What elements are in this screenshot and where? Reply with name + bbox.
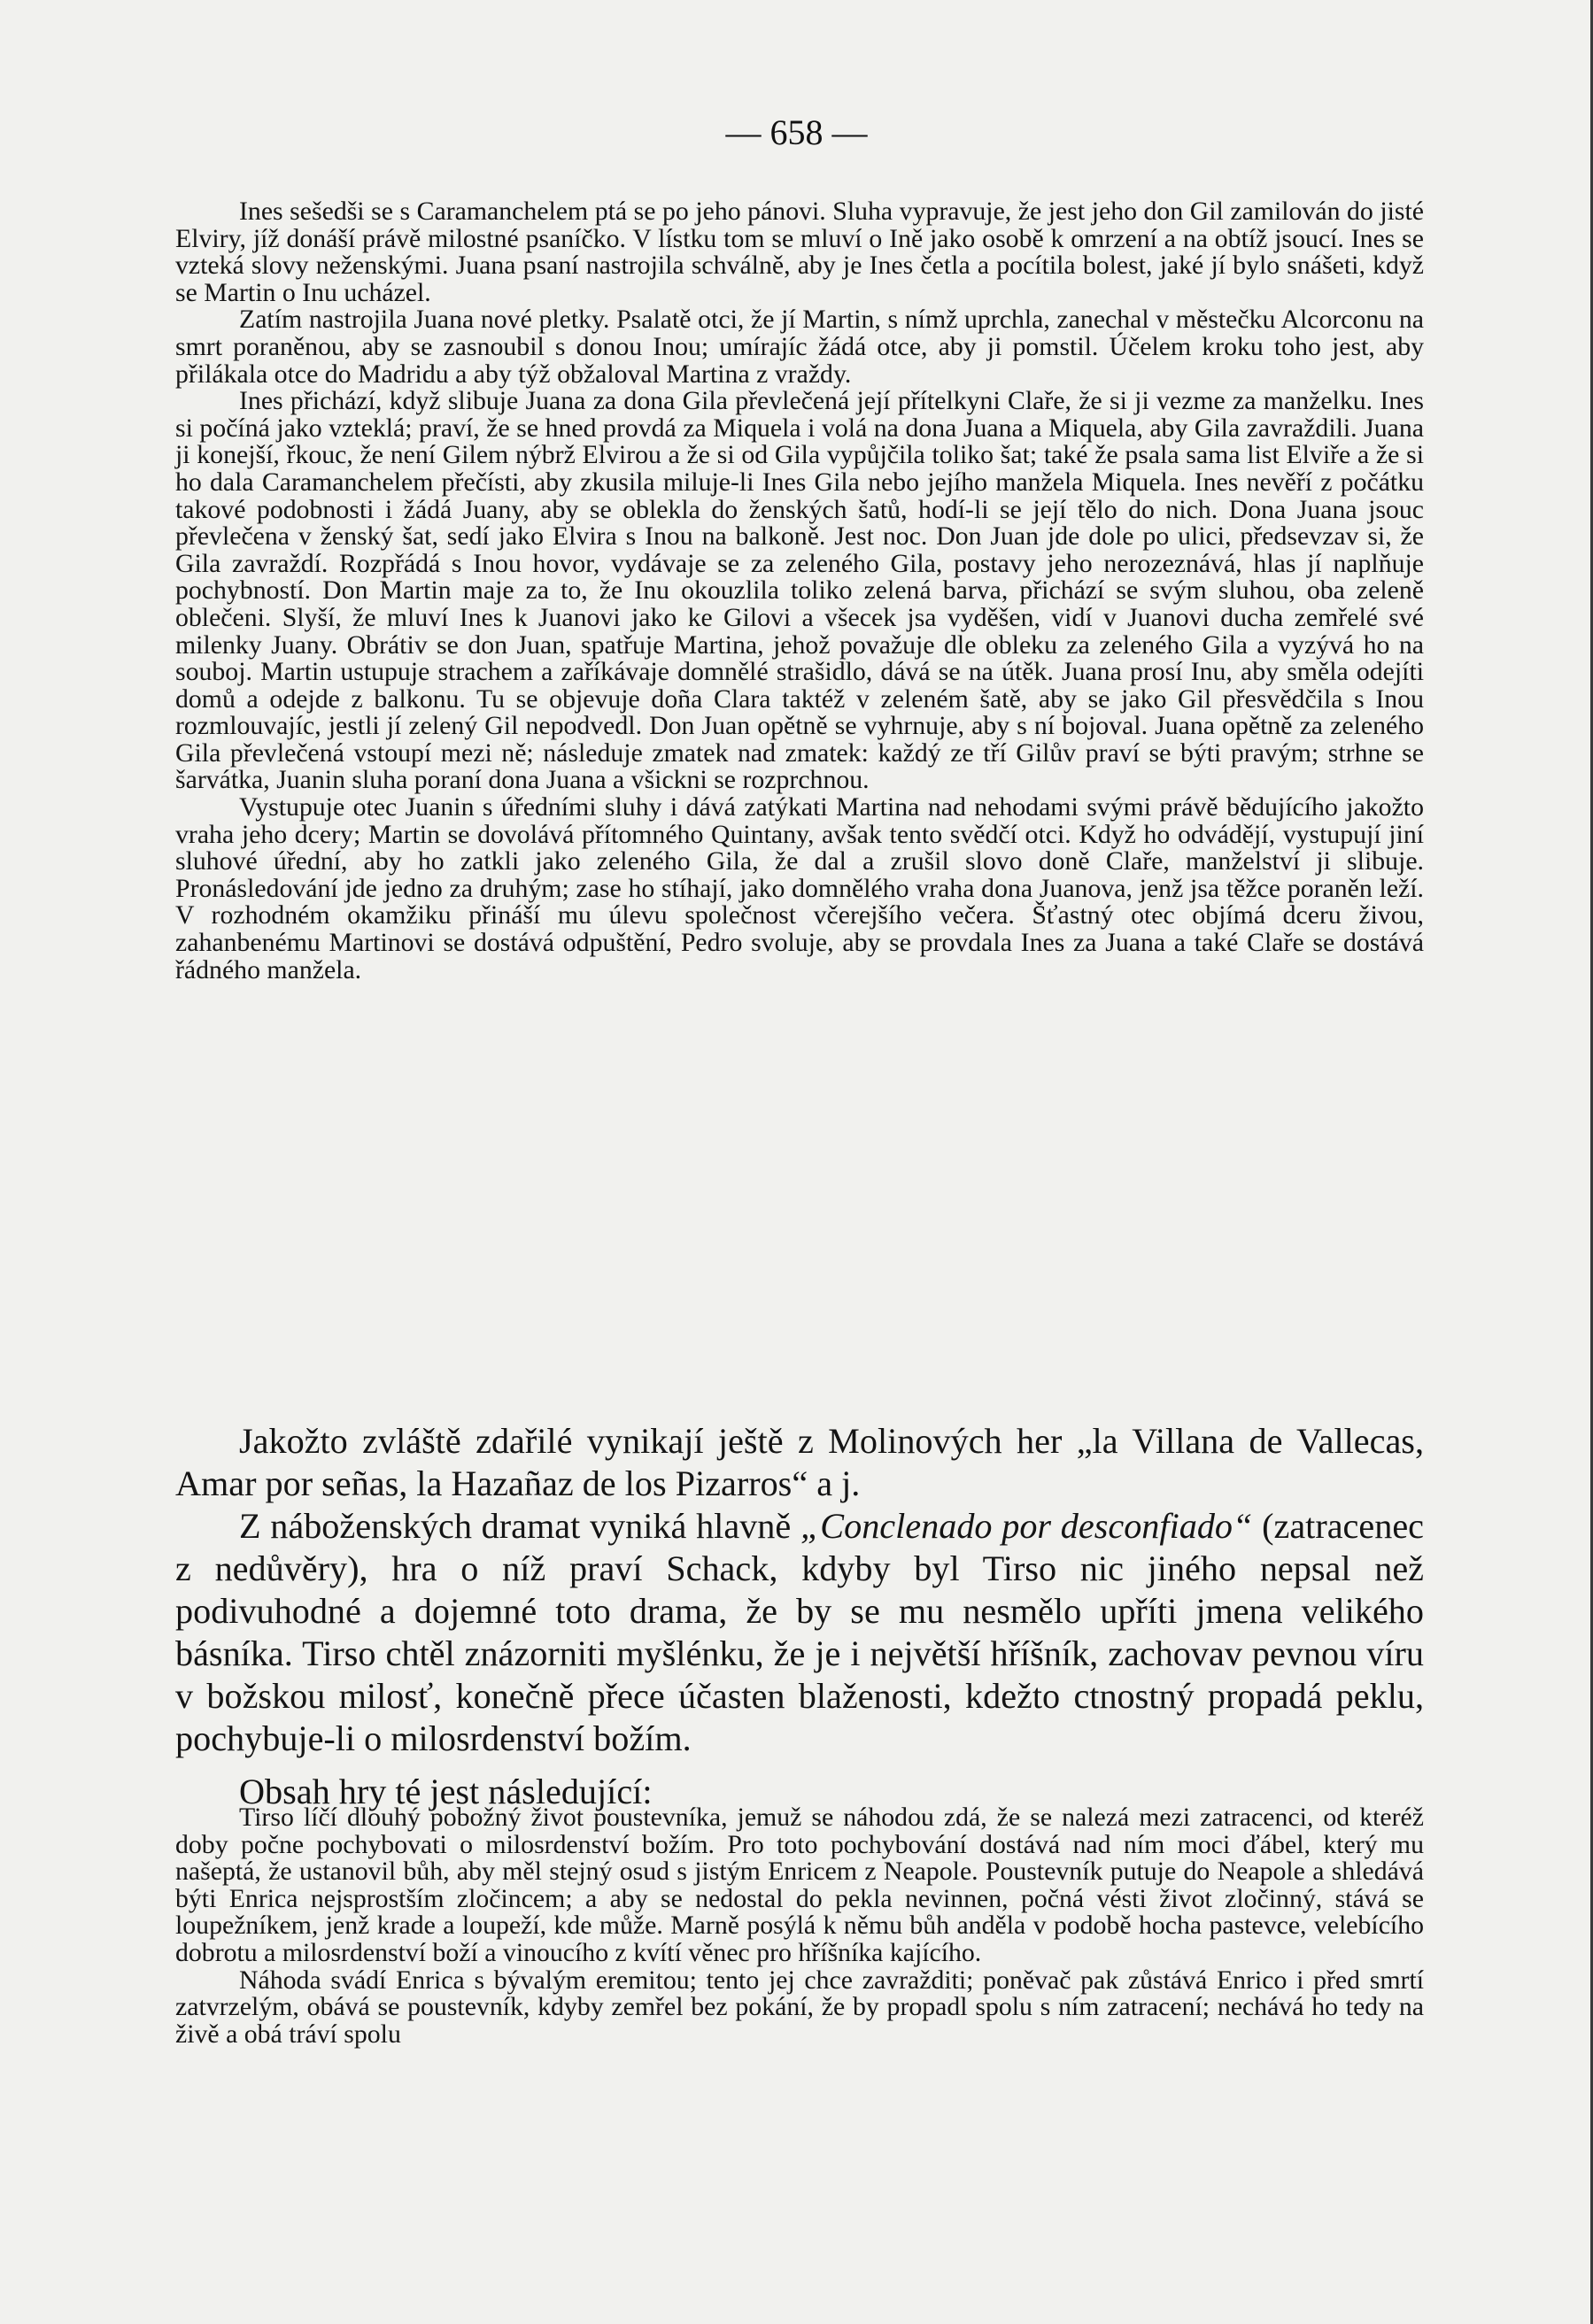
section-heading: Obsah hry té jest následující: — [239, 1772, 653, 1811]
paragraph: Ines přichází, když slibuje Juana za dona Gila převlečená její přítelkyni Claře, že si ji vezme za manželku. Ines si počíná jako vzteklá; praví, že se hned provdá za Miquela i volá na dona Juana a Miquela, aby Gila zavraždili. Juana ji konejší, řkouc, že není Gilem nýbrž Elvirou a že si od Gila vypůjčila toliko šat; také že psala sama list Elviře a že si ho dala Caramanchelem přečísti, aby zkusila miluje-li Ines Gila nebo jejího manžela Miquela. Ines nevěří z počátku takové podobnosti i žádá Juany, aby se oblekla do ženských šatů, hodí-li se její tělo do nich. Dona Juana jsouc převlečena v ženský šat, sedí jako Elvira s Inou na balkoně. Jest noc. Don Juan jde dole po ulici, předsevzav si, že Gila zavraždí. Rozpřádá s Inou hovor, vydávaje se za zeleného Gila, postavy jeho nerozeznává, hlas jí naplňuje pochybností. Don Martin maje za to, že Inu okouzlila toliko zelená barva, přichází se svým sluhou, oba zeleně oblečeni. Slyší, že mluví Ines k Juanovi jako ke Gilovi a všecek jsa vyděšen, vidí v Juanovi ducha zemřelé své milenky Juany. Obrátiv se don Juan, spatřuje Martina, jehož považuje dle obleku za zeleného Gila a vyzývá ho na souboj. Martin ustupuje strachem a zaříkávaje domnělé strašidlo, dává se na útěk. Juana prosí Inu, aby směla odejíti domů a odejde z balkonu. Tu se objevuje doña Clara taktéž v zeleném šatě, aby se jako Gil přesvědčila s Inou rozmlouvajíc, jestli jí zelený Gil nepodvedl. Don Juan opětně se vyhrnuje, aby s ní bojoval. Juana opětně za zeleného Gila převlečená vstoupí mezi ně; následuje zmatek nad zmatek: každý ze tří Gilův praví se býti pravým; strhne se šarvátka, Juanin sluha poraní dona Juana a všickni se rozprchnou. — [175, 386, 1424, 795]
paragraph: Vystupuje otec Juanin s úředními sluhy i dává zatýkati Martina nad nehodami svými právě bědujícího jakožto vraha jeho dcery; Martin se dovolává přítomného Quintany, avšak tento svědčí otci. Když ho odvádějí, vystupují jiní sluhové úřední, aby ho zatkli jako zeleného Gila, že dal a zrušil slovo doně Claře, manželství ji slibuje. Pronásledování jde jedno za druhým; zase ho stíhají, jako domnělého vraha dona Juanova, jenž jsa těžce poraněn leží. V rozhodném okamžiku přináší mu úlevu společnost včerejšího večera. Šťastný otec objímá dceru živou, zahanbenému Martinovi se dostává odpuštění, Pedro svoluje, aby se provdala Ines za Juana a také Claře se dostává řádného manžela. — [175, 792, 1424, 984]
paragraph: Ines sešedši se s Caramanchelem ptá se po jeho pánovi. Sluha vypravuje, že jest jeho don Gil zamilován do jisté Elviry, jíž donáší právě milostné psaníčko. V lístku tom se mluví o Ině jako osobě k omrzení a na obtíž jsoucí. Ines se vzteká slovy neženskými. Juana psaní nastrojila schválně, aby je Ines četla a pocítila bolest, jaké jí bylo snášeti, když se Martin o Inu ucházel. — [175, 197, 1424, 307]
paragraph: Zatím nastrojila Juana nové pletky. Psalatě otci, že jí Martin, s nímž uprchla, zanechal v městečku Alcorconu na smrt poraněnou, aby se zasnoubil s donou Inou; umírajíc žádá otce, aby ji pomstil. Účelem kroku toho jest, aby přilákala otce do Madridu a aby týž obžaloval Martina z vraždy. — [175, 305, 1424, 389]
synopsis-section — [175, 198, 1424, 984]
page-number: — 658 — — [725, 112, 868, 152]
paragraph — [175, 1505, 1424, 1760]
text-run: (zatracenec z nedůvěry), hra o níž praví Schack, kdyby byl Tirso nic jiného nepsal než podivuhodné a dojemné toto drama, že by se mu nesmělo upříti jmena velikého básníka. Tirso chtěl znázorniti myšlénku, že je i největší hříšník, zachovav pevnou víru v božskou milosť, konečně přece účasten blaženosti, kdežto ctnostný propadá peklu, pochybuje-li o milosrdenství božím. — [175, 1506, 1424, 1758]
paragraph: Náhoda svádí Enrica s bývalým eremitou; tento jej chce zavražditi; poněvač pak zůstává Enrico i před smrtí zatvrzelým, obává se poustevník, kdyby zemřel bez pokání, že by propadl spolu s ním zatracení; nechává ho tedy na živě a obá tráví spolu — [175, 1965, 1424, 2049]
drama-title: „Conclenado por desconfiado“ — [800, 1506, 1253, 1546]
paragraph: Jakožto zvláště zdařilé vynikají ještě z Molinových her „la Villana de Vallecas, Amar por señas, la Hazañaz de los Pizarros“ a j. — [175, 1421, 1424, 1503]
main-text-section — [175, 1420, 1424, 1826]
paragraph: Tirso líčí dlouhý pobožný život poustevníka, jemuž se náhodou zdá, že se nalezá mezi zatracenci, od kteréž doby počne pochybovati o milosrdenství božím. Pro toto pochybování dostává nad ním moci ďábel, který mu našeptá, že ustanovil bůh, aby měl stejný osud s jistým Enricem z Neapole. Poustevník putuje do Neapole a shledává býti Enrica nejsprostším zločincem; a aby se nedostal do pekla nevinnen, počná vésti život zločinný, stává se loupežníkem, jenž krade a loupeží, kde může. Marně posýlá k němu bůh anděla v podobě hocha pastevce, velebícího dobrotu a milosrdenství boží a vinoucího z kvítí věnec pro hříšníka kajícího. — [175, 1803, 1424, 1967]
plot-summary-section — [175, 1804, 1424, 2048]
text-run: Z náboženských dramat vyniká hlavně — [239, 1506, 800, 1546]
